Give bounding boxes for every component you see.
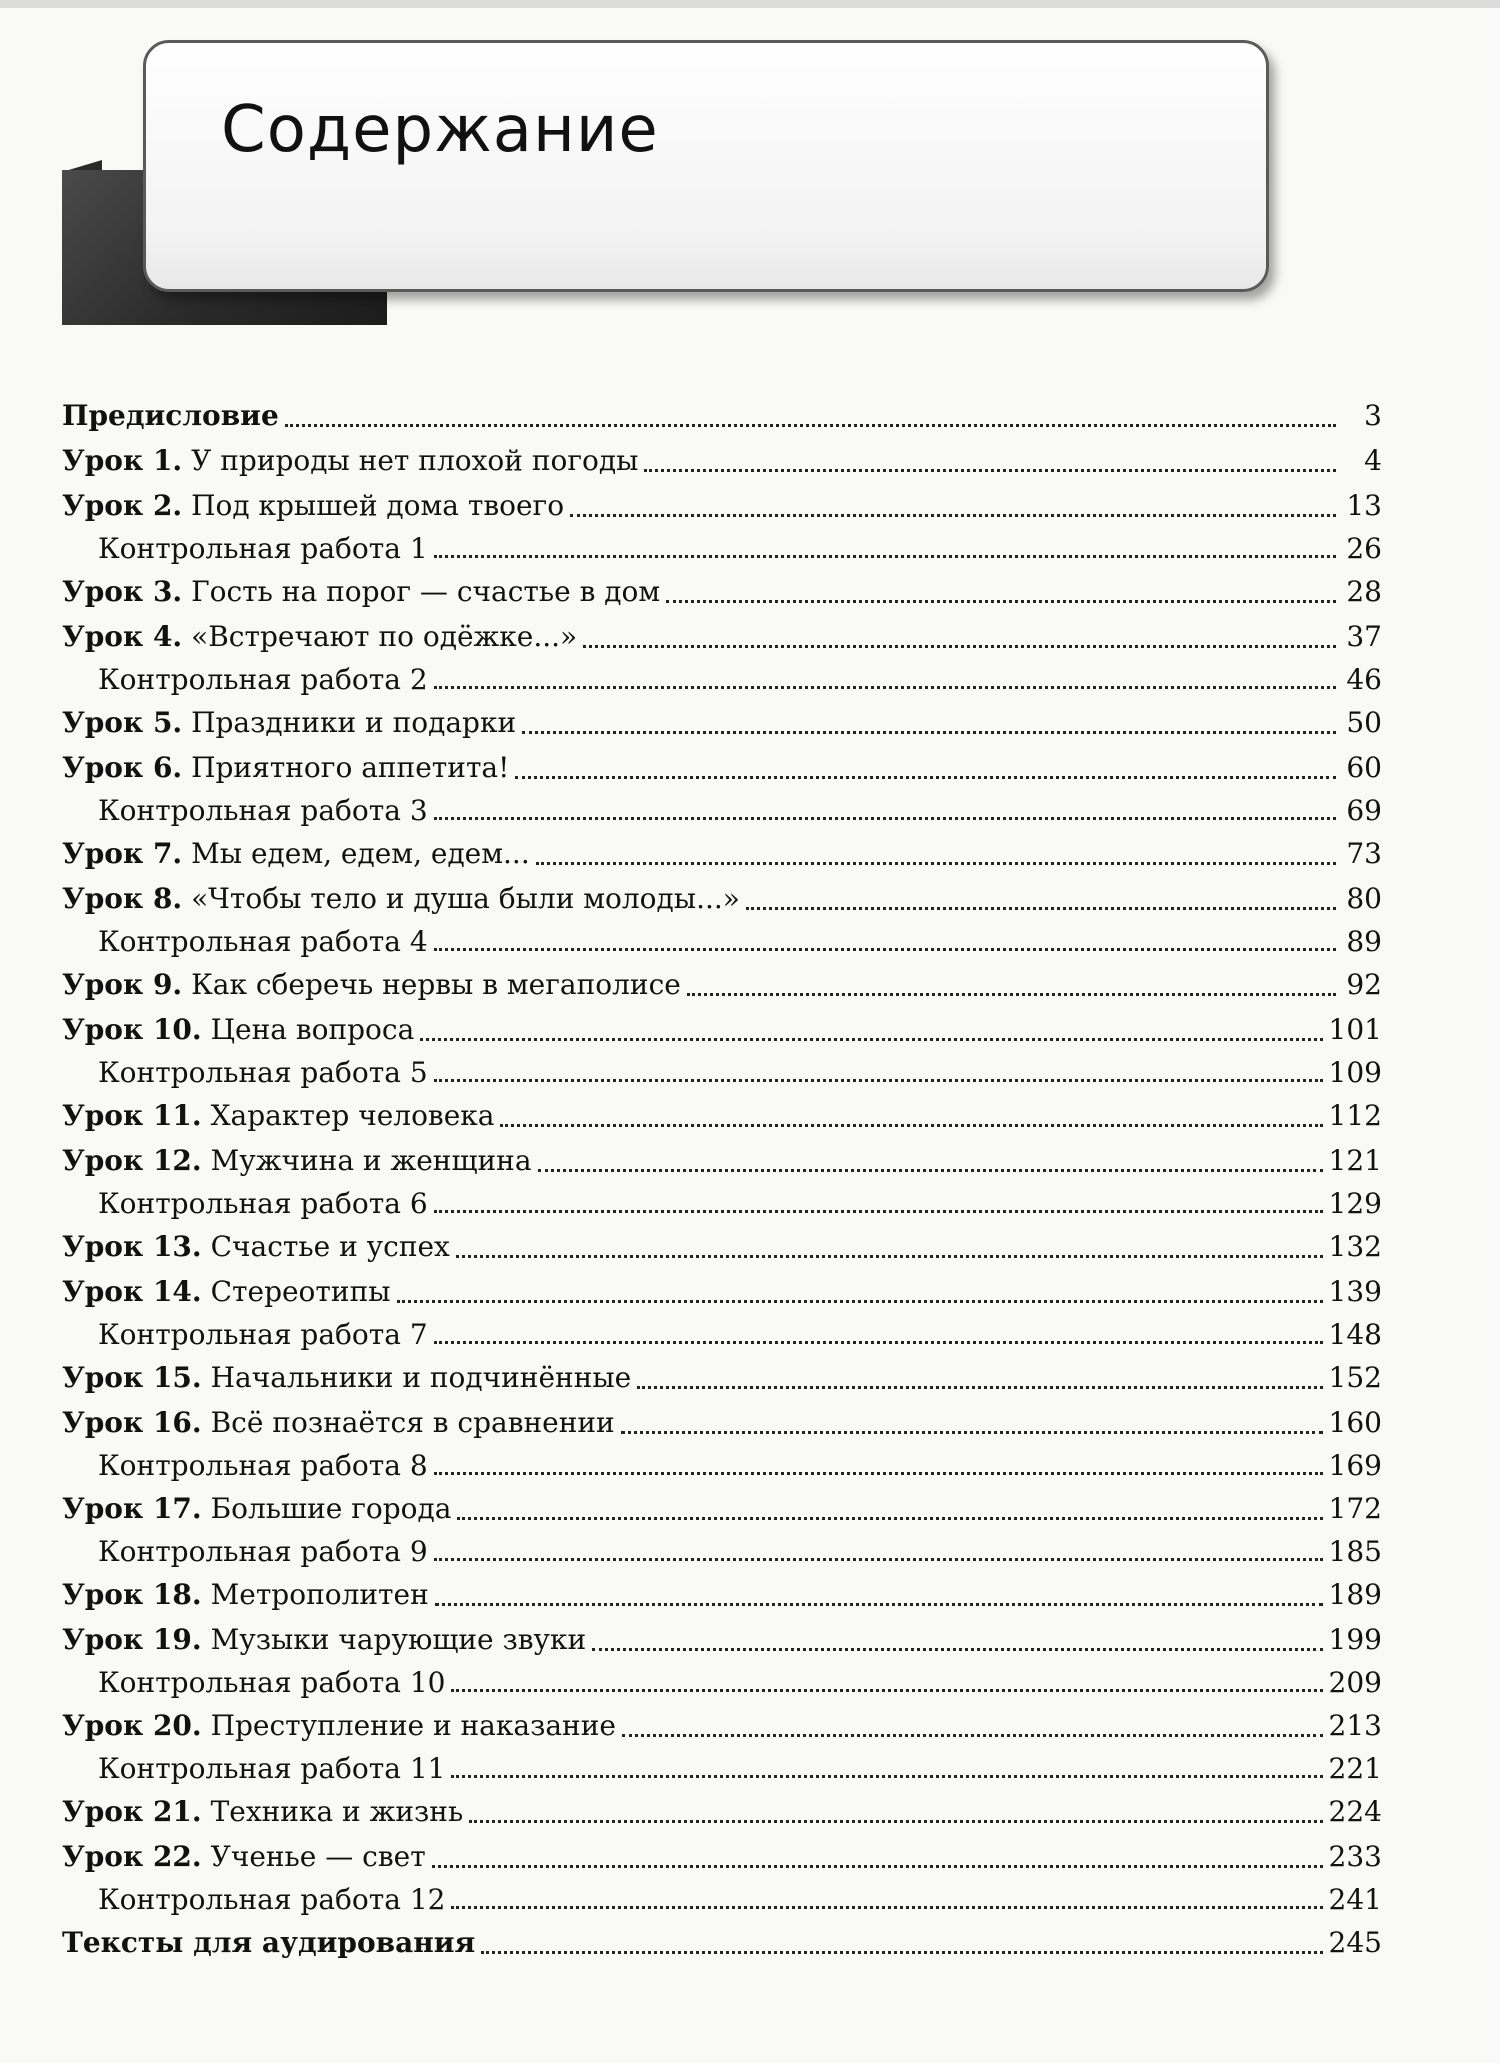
toc-entry-title: Контрольная работа 8 [98, 1449, 428, 1482]
toc-entry-prefix: Урок 3. [62, 575, 183, 608]
toc-entry-title: Метрополитен [210, 1578, 429, 1611]
toc-page-number: 189 [1328, 1578, 1382, 1611]
dot-leader [570, 513, 1336, 517]
toc-row-lesson[interactable] [62, 1834, 1382, 1879]
toc-entry-title: «Встречают по одёжке...» [191, 620, 578, 653]
toc-entry-prefix: Урок 18. [62, 1578, 202, 1611]
toc-entry-title: Мы едем, едем, едем... [191, 837, 530, 870]
toc-row-test[interactable] [62, 659, 1382, 700]
toc-entry-title: Мужчина и женщина [210, 1144, 532, 1177]
toc-page-number: 148 [1328, 1318, 1382, 1351]
toc-entry-label [62, 1093, 494, 1138]
toc-row-lesson[interactable] [62, 1355, 1382, 1400]
toc-page-number: 132 [1328, 1230, 1382, 1263]
toc-entry-label [62, 1355, 631, 1400]
toc-page-number: 92 [1346, 968, 1382, 1001]
toc-entry-title: Праздники и подарки [191, 706, 517, 739]
toc-entry-title: Контрольная работа 12 [98, 1883, 446, 1916]
table-of-contents [62, 393, 1382, 1965]
dot-leader [434, 1557, 1323, 1561]
toc-row-test[interactable] [62, 1183, 1382, 1224]
dot-leader [434, 1209, 1323, 1213]
dot-leader [481, 1950, 1322, 1954]
toc-entry-prefix: Предисловие [62, 399, 279, 432]
toc-entry-title: Техника и жизнь [210, 1795, 464, 1828]
toc-row-test[interactable] [62, 921, 1382, 962]
toc-entry-prefix: Урок 5. [62, 706, 183, 739]
toc-page-number: 121 [1328, 1144, 1382, 1177]
toc-entry-title: Контрольная работа 11 [98, 1752, 446, 1785]
toc-entry-title: «Чтобы тело и душа были молоды...» [191, 882, 740, 915]
toc-page-number: 26 [1346, 532, 1382, 565]
dot-leader [536, 861, 1336, 865]
dot-leader [621, 1430, 1323, 1434]
toc-entry-title: Счастье и успех [210, 1230, 450, 1263]
dot-leader [434, 1471, 1323, 1475]
toc-row-test[interactable] [62, 1879, 1382, 1920]
toc-row-lesson[interactable] [62, 1093, 1382, 1138]
dot-leader [666, 599, 1336, 603]
dot-leader [522, 730, 1336, 734]
toc-entry-label [98, 1314, 428, 1355]
toc-page-number: 160 [1328, 1406, 1382, 1439]
toc-entry-label [62, 962, 681, 1007]
toc-entry-prefix: Урок 6. [62, 751, 183, 784]
toc-row-lesson[interactable] [62, 1224, 1382, 1269]
toc-entry-title: Начальники и подчинённые [210, 1361, 632, 1394]
toc-entry-prefix: Урок 2. [62, 489, 183, 522]
toc-entry-title: Всё познаётся в сравнении [210, 1406, 615, 1439]
toc-entry-prefix: Урок 11. [62, 1099, 202, 1132]
toc-page-number: 129 [1328, 1187, 1382, 1220]
toc-entry-label [98, 1445, 428, 1486]
dot-leader [451, 1905, 1322, 1909]
dot-leader [451, 1774, 1322, 1778]
dot-leader [515, 775, 1336, 779]
toc-entry-prefix: Урок 4. [62, 620, 183, 653]
toc-entry-title: Большие города [210, 1492, 452, 1525]
toc-row-lesson[interactable] [62, 393, 1382, 438]
toc-page-number: 3 [1364, 399, 1382, 432]
dot-leader [538, 1168, 1323, 1172]
toc-entry-title: Контрольная работа 7 [98, 1318, 428, 1351]
toc-entry-label [62, 438, 638, 483]
toc-entry-title: Контрольная работа 1 [98, 532, 428, 565]
toc-row-lesson[interactable] [62, 1138, 1382, 1183]
dot-leader [397, 1299, 1323, 1303]
toc-entry-title: Контрольная работа 10 [98, 1666, 446, 1699]
toc-page-number: 139 [1328, 1275, 1382, 1308]
toc-entry-label [62, 1269, 391, 1314]
toc-page-number: 69 [1346, 794, 1382, 827]
toc-page-number: 199 [1328, 1623, 1382, 1656]
toc-page-number: 37 [1346, 620, 1382, 653]
toc-row-lesson[interactable] [62, 1400, 1382, 1445]
toc-entry-label [98, 1183, 428, 1224]
toc-row-lesson[interactable] [62, 1269, 1382, 1314]
toc-entry-label [62, 393, 279, 438]
toc-row-lesson[interactable] [62, 962, 1382, 1007]
toc-row-lesson[interactable] [62, 831, 1382, 876]
toc-entry-prefix: Урок 21. [62, 1795, 202, 1828]
toc-page-number: 209 [1328, 1666, 1382, 1699]
toc-entry-title: У природы нет плохой погоды [191, 444, 639, 477]
toc-row-test[interactable] [62, 1314, 1382, 1355]
dot-leader [456, 1254, 1323, 1258]
dot-leader [285, 423, 1336, 427]
toc-row-lesson[interactable] [62, 569, 1382, 614]
toc-entry-label [62, 700, 516, 745]
toc-entry-prefix: Урок 8. [62, 882, 183, 915]
toc-entry-title: Характер человека [210, 1099, 495, 1132]
dot-leader [592, 1647, 1322, 1651]
toc-entry-label [62, 1007, 414, 1052]
dot-leader [583, 644, 1336, 648]
toc-entry-title: Контрольная работа 9 [98, 1535, 428, 1568]
title-banner [143, 40, 1269, 292]
page-title: Содержание [221, 93, 659, 167]
toc-entry-label [62, 1920, 475, 1965]
dot-leader [434, 1078, 1323, 1082]
toc-page-number: 60 [1346, 751, 1382, 784]
toc-entry-title: Ученье — свет [210, 1840, 426, 1873]
toc-page-number: 152 [1328, 1361, 1382, 1394]
toc-entry-prefix: Урок 15. [62, 1361, 202, 1394]
toc-entry-title: Контрольная работа 4 [98, 925, 428, 958]
dot-leader [457, 1516, 1322, 1520]
toc-entry-prefix: Урок 20. [62, 1709, 202, 1742]
dot-leader [420, 1037, 1322, 1041]
toc-entry-prefix: Урок 22. [62, 1840, 202, 1873]
toc-entry-label [98, 1748, 445, 1789]
toc-row-test[interactable] [62, 790, 1382, 831]
dot-leader [622, 1733, 1323, 1737]
toc-entry-label [62, 614, 577, 659]
toc-entry-prefix: Урок 19. [62, 1623, 202, 1656]
toc-entry-label [62, 745, 509, 790]
toc-row-lesson[interactable] [62, 1617, 1382, 1662]
toc-page-number: 73 [1346, 837, 1382, 870]
dot-leader [687, 992, 1336, 996]
toc-page-number: 109 [1328, 1056, 1382, 1089]
toc-row-lesson[interactable] [62, 1486, 1382, 1531]
toc-entry-prefix: Урок 17. [62, 1492, 202, 1525]
toc-entry-label [62, 483, 564, 528]
toc-entry-title: Приятного аппетита! [191, 751, 510, 784]
toc-page-number: 172 [1328, 1492, 1382, 1525]
toc-entry-label [62, 1400, 615, 1445]
toc-page-number: 28 [1346, 575, 1382, 608]
toc-row-test[interactable] [62, 528, 1382, 569]
dot-leader [434, 1340, 1323, 1344]
toc-page-number: 224 [1328, 1795, 1382, 1828]
dot-leader [434, 685, 1336, 689]
toc-entry-label [98, 1662, 445, 1703]
toc-entry-label [62, 1224, 450, 1269]
dot-leader [432, 1864, 1323, 1868]
toc-entry-label [62, 1486, 451, 1531]
toc-entry-prefix: Урок 12. [62, 1144, 202, 1177]
toc-page-number: 245 [1328, 1926, 1382, 1959]
toc-entry-title: Стереотипы [210, 1275, 391, 1308]
toc-row-test[interactable] [62, 1662, 1382, 1703]
toc-entry-label [62, 831, 530, 876]
toc-row-test[interactable] [62, 1748, 1382, 1789]
toc-entry-label [98, 790, 428, 831]
toc-entry-prefix: Урок 7. [62, 837, 183, 870]
toc-row-lesson[interactable] [62, 438, 1382, 483]
dot-leader [644, 468, 1336, 472]
dot-leader [434, 816, 1336, 820]
toc-page-number: 50 [1346, 706, 1382, 739]
toc-entry-title: Музыки чарующие звуки [210, 1623, 587, 1656]
toc-row-lesson[interactable] [62, 1703, 1382, 1748]
toc-row-lesson[interactable] [62, 745, 1382, 790]
toc-page-number: 241 [1328, 1883, 1382, 1916]
toc-entry-title: Под крышей дома твоего [191, 489, 565, 522]
toc-entry-label [98, 1879, 445, 1920]
toc-entry-prefix: Тексты для аудирования [62, 1926, 476, 1959]
toc-entry-prefix: Урок 16. [62, 1406, 202, 1439]
dot-leader [435, 1602, 1323, 1606]
toc-entry-label [62, 876, 740, 921]
toc-page-number: 221 [1328, 1752, 1382, 1785]
toc-page-number: 185 [1328, 1535, 1382, 1568]
toc-entry-title: Контрольная работа 3 [98, 794, 428, 827]
toc-entry-label [62, 1138, 532, 1183]
toc-page-number: 80 [1346, 882, 1382, 915]
toc-row-lesson[interactable] [62, 700, 1382, 745]
toc-row-lesson[interactable] [62, 1007, 1382, 1052]
toc-row-lesson[interactable] [62, 1920, 1382, 1965]
toc-page-number: 169 [1328, 1449, 1382, 1482]
toc-page-number: 4 [1364, 444, 1382, 477]
toc-entry-title: Гость на порог — счастье в дом [191, 575, 661, 608]
toc-entry-title: Контрольная работа 6 [98, 1187, 428, 1220]
toc-row-test[interactable] [62, 1445, 1382, 1486]
toc-page-number: 101 [1328, 1013, 1382, 1046]
toc-page-number: 46 [1346, 663, 1382, 696]
toc-entry-label [98, 659, 428, 700]
toc-page-number: 233 [1328, 1840, 1382, 1873]
toc-entry-label [98, 1052, 428, 1093]
toc-page-number: 213 [1328, 1709, 1382, 1742]
dot-leader [434, 947, 1336, 951]
toc-entry-title: Как сберечь нервы в мегаполисе [191, 968, 681, 1001]
toc-row-lesson[interactable] [62, 614, 1382, 659]
toc-entry-title: Цена вопроса [210, 1013, 415, 1046]
toc-entry-prefix: Урок 1. [62, 444, 183, 477]
toc-entry-label [98, 1531, 428, 1572]
dot-leader [434, 554, 1336, 558]
toc-entry-label [62, 1617, 586, 1662]
toc-row-test[interactable] [62, 1052, 1382, 1093]
page-top-edge [0, 0, 1500, 8]
toc-entry-title: Контрольная работа 2 [98, 663, 428, 696]
toc-entry-label [62, 1703, 616, 1748]
toc-row-lesson[interactable] [62, 483, 1382, 528]
toc-entry-label [62, 1572, 429, 1617]
toc-page-number: 89 [1346, 925, 1382, 958]
toc-row-test[interactable] [62, 1531, 1382, 1572]
toc-row-lesson[interactable] [62, 1789, 1382, 1834]
toc-entry-prefix: Урок 14. [62, 1275, 202, 1308]
toc-entry-label [62, 569, 660, 614]
dot-leader [451, 1688, 1322, 1692]
toc-entry-title: Преступление и наказание [210, 1709, 616, 1742]
toc-entry-label [62, 1789, 463, 1834]
toc-entry-prefix: Урок 13. [62, 1230, 202, 1263]
dot-leader [637, 1385, 1322, 1389]
toc-entry-title: Контрольная работа 5 [98, 1056, 428, 1089]
toc-page-number: 13 [1346, 489, 1382, 522]
toc-row-lesson[interactable] [62, 876, 1382, 921]
toc-entry-prefix: Урок 9. [62, 968, 183, 1001]
toc-entry-label [62, 1834, 426, 1879]
toc-entry-label [98, 921, 428, 962]
toc-entry-prefix: Урок 10. [62, 1013, 202, 1046]
toc-entry-label [98, 528, 428, 569]
toc-page-number: 112 [1328, 1099, 1382, 1132]
dot-leader [469, 1819, 1322, 1823]
dot-leader [746, 906, 1336, 910]
toc-row-lesson[interactable] [62, 1572, 1382, 1617]
dot-leader [500, 1123, 1322, 1127]
